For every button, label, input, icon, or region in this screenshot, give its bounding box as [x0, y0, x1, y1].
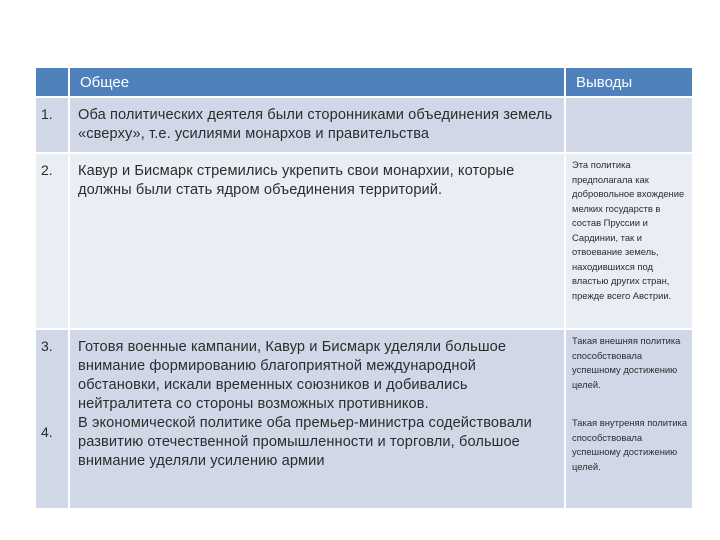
row-number-cell — [35, 329, 69, 509]
row-main-text: Кавур и Бисмарк стремились укрепить свои монархии, которые должны были стать ядром объединения территорий. — [69, 153, 565, 329]
comparison-table — [34, 66, 694, 510]
table-row — [35, 329, 693, 509]
row-conclusion — [565, 97, 693, 153]
table-row — [35, 153, 693, 329]
row-main-text: Оба политических деятеля были сторонниками объединения земель «сверху», т.е. усилиями монархов и правительства — [69, 97, 565, 153]
row-conclusion: Такая внутреняя политика способствовала успешному достижению целей. — [572, 417, 688, 472]
header-main: Общее — [69, 67, 565, 97]
row-main-text-cell — [69, 329, 565, 509]
row-conclusion: Такая внешняя политика способствовала успешному достижению целей. — [572, 335, 681, 390]
row-conclusion-cell — [565, 329, 693, 509]
row-main-text: Готовя военные кампании, Кавур и Бисмарк уделяли большое внимание формированию благоприятной международной обстановки, искали временных союзников и добивались нейтралитета со стороны возможных противников. — [78, 339, 507, 412]
row-number: 3. — [41, 338, 53, 354]
header-conclusions: Выводы — [565, 67, 693, 97]
row-main-text: В экономической политике оба премьер-министра содействовали развитию отечественной промышленности и торговли, большое внимание уделяли усилению армии — [78, 415, 532, 469]
row-number: 4. — [41, 424, 53, 440]
row-number: 1. — [35, 97, 69, 153]
table-row — [35, 97, 693, 153]
row-conclusion: Эта политика предполагала как добровольное вхождение мелких государств в состав Пруссии и Сардинии, так и отвоевание земель, находившихся под властью других стран, прежде всего Австрии. — [565, 153, 693, 329]
header-num-cell — [35, 67, 69, 97]
row-number: 2. — [35, 153, 69, 329]
table-header-row — [35, 67, 693, 97]
